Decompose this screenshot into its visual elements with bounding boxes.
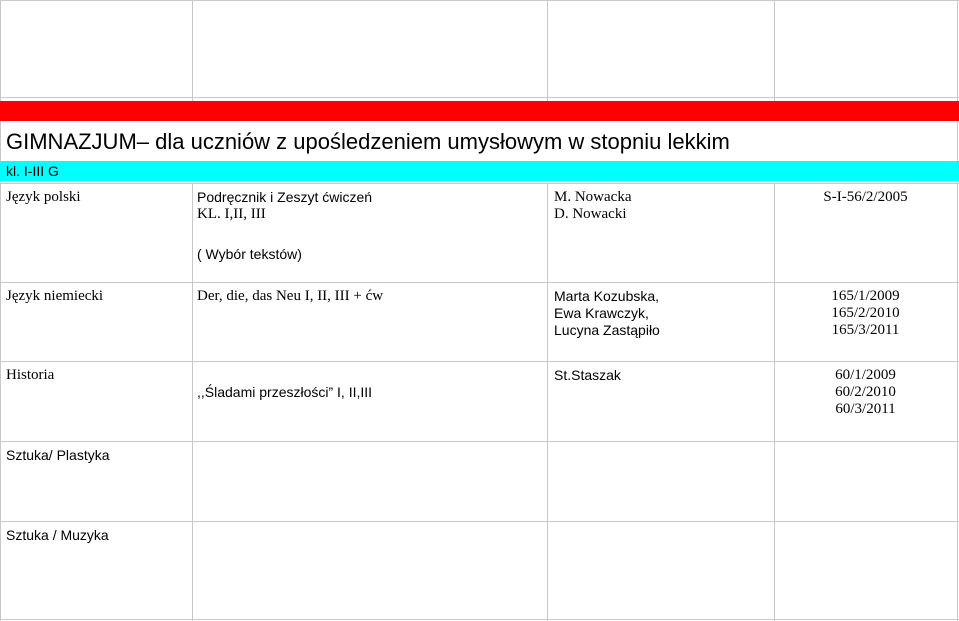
- grid-line: [0, 282, 959, 283]
- cyan-band: [0, 161, 959, 181]
- grid-line: [957, 0, 958, 621]
- book-title-line: Der, die, das Neu I, II, III + ćw: [197, 288, 384, 304]
- book-title-line: KL. I,II, III: [197, 206, 266, 222]
- red-band: [0, 101, 959, 121]
- book-note: ( Wybór tekstów): [197, 246, 302, 262]
- subject-cell: Język niemiecki: [6, 288, 104, 304]
- grid-line: [0, 183, 959, 184]
- author-line: St.Staszak: [554, 367, 621, 383]
- author-line: Marta Kozubska,: [554, 288, 660, 304]
- approval-number: 60/1/2009: [835, 367, 896, 383]
- subject-cell: Historia: [6, 367, 55, 383]
- grid-line: [0, 0, 1, 621]
- approval-number: 60/3/2011: [835, 401, 896, 417]
- book-title-line: Podręcznik i Zeszyt ćwiczeń: [197, 189, 373, 205]
- page-title: GIMNAZJUM– dla uczniów z upośledzeniem umysłowym w stopniu lekkim: [6, 129, 730, 154]
- grid-line: [774, 0, 775, 101]
- grid-line: [0, 619, 959, 620]
- class-label: kl. I-III G: [6, 163, 59, 179]
- approval-number: 60/2/2010: [835, 384, 896, 400]
- approval-number: 165/3/2011: [831, 322, 900, 338]
- author-line: M. Nowacka: [554, 189, 632, 205]
- approval-number: 165/2/2010: [831, 305, 900, 321]
- author-line: Ewa Krawczyk,: [554, 305, 649, 321]
- book-title-line: ,,Śladami przeszłości” I, II,III: [197, 384, 373, 400]
- subject-cell: Język polski: [6, 189, 81, 205]
- grid-line: [0, 521, 959, 522]
- author-line: D. Nowacki: [554, 206, 627, 222]
- approval-number: 165/1/2009: [831, 288, 900, 304]
- grid-line: [547, 183, 548, 621]
- grid-line: [0, 441, 959, 442]
- subject-cell: Sztuka / Muzyka: [6, 527, 109, 543]
- approval-number: S-I-56/2/2005: [823, 189, 908, 205]
- grid-line: [0, 0, 959, 1]
- grid-line: [0, 97, 959, 98]
- author-line: Lucyna Zastąpiło: [554, 322, 660, 338]
- subject-cell: Sztuka/ Plastyka: [6, 447, 110, 463]
- grid-line: [192, 183, 193, 621]
- grid-line: [547, 0, 548, 101]
- grid-line: [0, 361, 959, 362]
- grid-line: [192, 0, 193, 101]
